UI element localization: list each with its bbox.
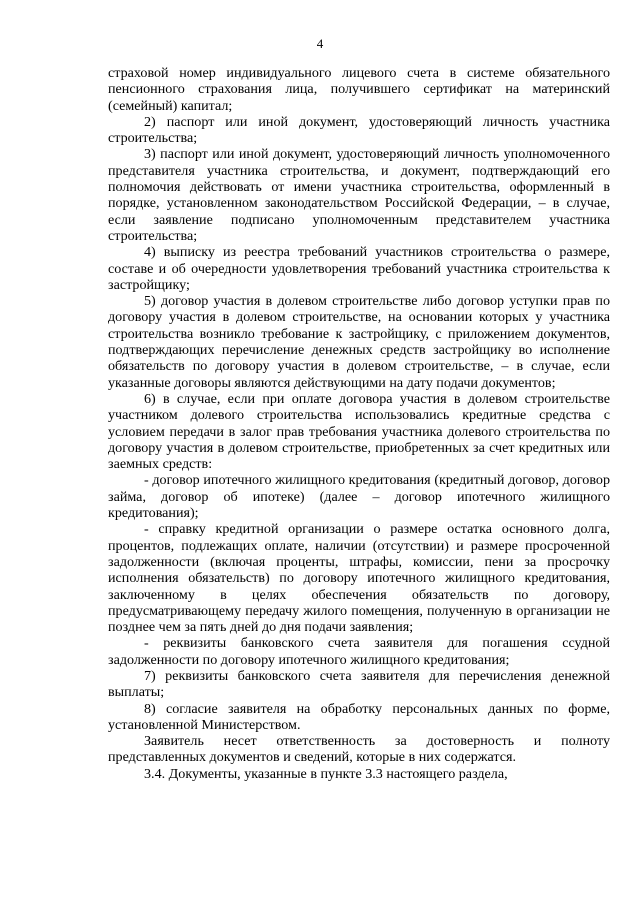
paragraph-snils-continuation: страховой номер индивидуального лицевого счета в системе обязательного пенсионного страхования лица, получившего сертификат на материнский (семейный) капитал; xyxy=(108,65,610,114)
paragraph-item-3: 3) паспорт или иной документ, удостоверяющий личность уполномоченного представителя участника строительства, и документ, подтверждающий его полномочия действовать от имени участника строительства, оформленный в порядке, установленном законодательством Российской Федерации, – в случае, если заявление подписано уполномоченным представителем участника строительства; xyxy=(108,146,610,244)
paragraph-item-6-mortgage-agreement: - договор ипотечного жилищного кредитования (кредитный договор, договор займа, договор об ипотеке) (далее – договор ипотечного жилищного кредитования); xyxy=(108,472,610,522)
paragraph-item-4: 4) выписку из реестра требований участников строительства о размере, составе и об очередности удовлетворения требований участника строительства к застройщику; xyxy=(108,244,610,293)
paragraph-item-6-bank-certificate: - справку кредитной организации о размере остатка основного долга, процентов, подлежащих оплате, наличии (отсутствии) и размере просроченной задолженности (включая проценты, штрафы, комиссии, пени за просрочку исполнения обязательств) по договору ипотечного жилищного кредитования, заключенному в целях обеспечения обязательств по договору, предусматривающему передачу жилого помещения, полученную в организации не позднее чем за пять дней до дня подачи заявления; xyxy=(108,521,610,636)
paragraph-responsibility: Заявитель несет ответственность за достоверность и полноту представленных документов и сведений, которые в них содержатся. xyxy=(108,733,610,766)
paragraph-item-5: 5) договор участия в долевом строительстве либо договор уступки прав по договору участия в долевом строительстве, на основании которых у участника строительства возникло требование к застройщику, с приложением документов, подтверждающих перечисление денежных средств застройщику во исполнение обязательств по договору участия в долевом строительстве, – в случае, если указанные договоры являются действующими на дату подачи документов; xyxy=(108,293,610,391)
paragraph-3-4: 3.4. Документы, указанные в пункте 3.3 настоящего раздела, xyxy=(144,765,508,782)
paragraph-item-6: 6) в случае, если при оплате договора участия в долевом строительстве участником долевого строительства использовались кредитные средства с условием передачи в залог прав требования участника долевого строительства по договору участия в долевом строительстве, приобретенных за счет кредитных или заемных средств: xyxy=(108,390,610,473)
paragraph-item-8: 8) согласие заявителя на обработку персональных данных по форме, установленной Министерством. xyxy=(108,700,610,733)
paragraph-item-2: 2) паспорт или иной документ, удостоверяющий личность участника строительства; xyxy=(108,113,610,147)
paragraph-item-6-bank-details: - реквизиты банковского счета заявителя для погашения ссудной задолженности по договору ипотечного жилищного кредитования; xyxy=(108,635,610,668)
paragraph-item-7: 7) реквизиты банковского счета заявителя для перечисления денежной выплаты; xyxy=(108,667,610,701)
document-body xyxy=(108,65,610,782)
page-number: 4 xyxy=(316,36,324,51)
